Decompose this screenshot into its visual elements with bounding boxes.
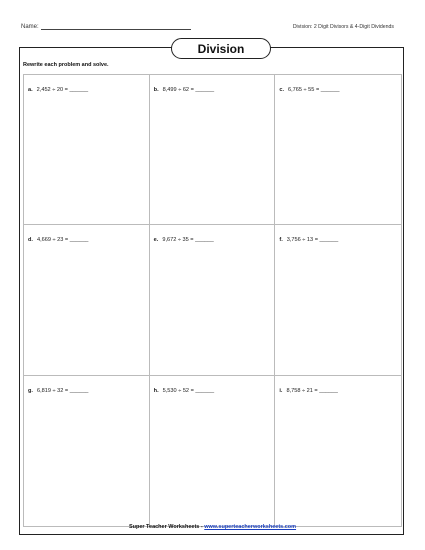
problem-cell (150, 75, 276, 225)
problem-letter: i. (279, 387, 283, 394)
problem-cell (24, 75, 150, 225)
problem-letter: c. (279, 87, 284, 93)
problem-letter: e. (153, 237, 159, 244)
name-field (21, 23, 191, 30)
problem-cell (24, 376, 150, 526)
problem-cell (275, 225, 401, 375)
problem-letter: h. (153, 387, 159, 394)
problem-text: 3,756 ÷ 13 = ______ (286, 237, 339, 244)
footer-separator: - (199, 524, 205, 530)
problem-text: 6,819 ÷ 32 = ______ (36, 387, 89, 394)
problem-b (154, 87, 214, 93)
problem-text: 4,669 ÷ 23 = ______ (36, 237, 89, 244)
name-blank-line[interactable] (41, 23, 191, 30)
footer-link[interactable]: www.superteacherworksheets.com (204, 524, 297, 530)
problem-text: 6,765 ÷ 55 = ______ (288, 87, 340, 93)
worksheet-title: Division (171, 38, 271, 59)
problem-f (279, 237, 338, 243)
problem-text: 8,499 ÷ 62 = ______ (162, 87, 215, 93)
problem-cell (275, 376, 401, 526)
problem-letter: a. (28, 87, 33, 93)
problem-text: 2,452 ÷ 20 = ______ (36, 87, 89, 93)
instructions: Rewrite each problem and solve. (23, 62, 109, 68)
problem-d (28, 237, 88, 243)
problem-text: 9,672 ÷ 35 = ______ (162, 237, 214, 244)
problem-letter: d. (28, 237, 33, 244)
problem-grid (23, 74, 402, 527)
problem-letter: f. (279, 237, 283, 244)
problem-h (154, 388, 214, 394)
footer-brand: Super Teacher Worksheets (128, 524, 200, 530)
problem-text: 8,758 ÷ 21 = ______ (286, 387, 338, 394)
problem-letter: b. (153, 87, 159, 93)
problem-cell (24, 225, 150, 375)
problem-letter: g. (28, 387, 33, 394)
problem-text: 5,530 ÷ 52 = ______ (162, 387, 215, 394)
problem-e (154, 237, 214, 243)
name-label: Name: (21, 24, 39, 30)
worksheet-subtitle: Division: 2 Digit Divisors & 4-Digit Dividends (292, 24, 394, 30)
footer (0, 524, 425, 530)
problem-i (279, 388, 338, 394)
problem-g (28, 388, 88, 394)
problem-cell (275, 75, 401, 225)
problem-c (279, 87, 339, 93)
problem-a (28, 87, 88, 93)
problem-cell (150, 225, 276, 375)
problem-cell (150, 376, 276, 526)
